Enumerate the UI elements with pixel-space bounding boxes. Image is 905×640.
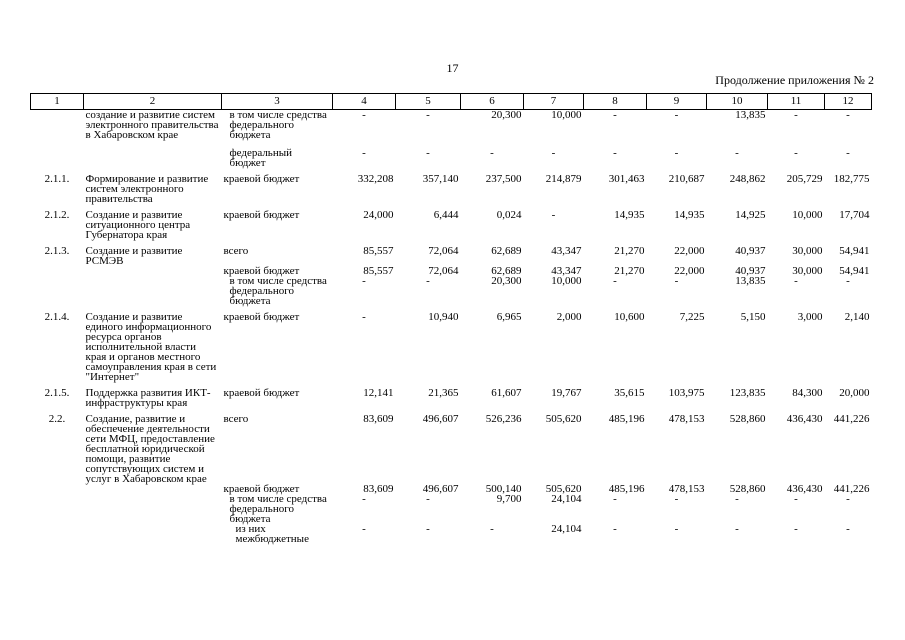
value-cell: 3,000: [797, 311, 823, 323]
table-row: [31, 408, 872, 484]
value-cell: -: [846, 147, 850, 159]
value-cell: -: [674, 275, 679, 287]
value-cell: 30,000: [792, 245, 823, 257]
value-cell: 83,609: [363, 413, 394, 425]
value-cell: 17,704: [839, 209, 870, 221]
value-cell: -: [362, 147, 366, 159]
value-cell: 61,607: [491, 387, 522, 399]
value-cell: 14,925: [735, 209, 766, 221]
value-cell: -: [735, 147, 739, 159]
header-row: [31, 94, 872, 110]
value-cell: 103,975: [668, 387, 705, 399]
value-cell: 21,270: [614, 265, 645, 277]
value-cell: -: [362, 109, 366, 121]
value-cell: 10,000: [551, 109, 582, 121]
table-row: [31, 110, 872, 141]
value-cell: 478,153: [668, 483, 705, 495]
value-cell: 332,208: [357, 173, 394, 185]
value-cell: -: [426, 493, 430, 505]
value-cell: 2,140: [844, 311, 870, 323]
value-cell: -: [426, 109, 430, 121]
row-name: Формирование и развитие систем электронного правительства: [85, 173, 209, 205]
row-name: [84, 524, 222, 544]
value-cell: -: [846, 523, 850, 535]
value-cell: 496,607: [422, 483, 459, 495]
value-cell: -: [490, 147, 494, 159]
value-cell: 214,879: [545, 173, 582, 185]
value-cell: -: [613, 109, 617, 121]
column-header: 3: [222, 94, 333, 110]
value-cell: 496,607: [422, 413, 459, 425]
value-cell: 528,860: [729, 413, 766, 425]
value-cell: 441,226: [833, 413, 870, 425]
value-cell: 7,225: [679, 311, 705, 323]
value-cell: -: [362, 275, 366, 287]
row-name: Создание и развитие ситуационного центра Губернатора края: [85, 209, 191, 241]
value-cell: -: [613, 275, 617, 287]
value-cell: -: [674, 147, 679, 159]
value-cell: -: [362, 523, 366, 535]
table-row: [31, 494, 872, 524]
value-cell: 54,941: [839, 245, 870, 257]
value-cell: 485,196: [608, 483, 645, 495]
row-name: [84, 140, 222, 168]
table-row: [31, 276, 872, 306]
value-cell: 505,620: [545, 413, 582, 425]
value-cell: -: [551, 147, 556, 159]
funding-source: краевой бюджет: [223, 209, 300, 221]
value-cell: 10,000: [792, 209, 823, 221]
value-cell: 301,463: [608, 173, 645, 185]
row-name: [84, 494, 222, 524]
value-cell: 9,700: [496, 493, 522, 505]
value-cell: -: [794, 147, 798, 159]
column-header: 5: [396, 94, 461, 110]
value-cell: 10,600: [614, 311, 645, 323]
funding-source: краевой бюджет: [223, 311, 300, 323]
value-cell: 24,000: [363, 209, 394, 221]
value-cell: -: [426, 523, 430, 535]
value-cell: -: [362, 493, 366, 505]
row-name: Создание и развитие РСМЭВ: [85, 245, 183, 267]
funding-source: краевой бюджет: [223, 265, 300, 277]
funding-source: краевой бюджет: [223, 483, 300, 495]
value-cell: -: [613, 493, 617, 505]
value-cell: -: [735, 493, 739, 505]
budget-table: [30, 93, 872, 544]
value-cell: 43,347: [551, 245, 582, 257]
funding-source: федеральный бюджет: [229, 147, 292, 169]
table-row: [31, 382, 872, 408]
row-number: [31, 266, 84, 276]
value-cell: -: [846, 275, 850, 287]
value-cell: 205,729: [786, 173, 823, 185]
value-cell: 21,365: [428, 387, 459, 399]
value-cell: 357,140: [422, 173, 459, 185]
value-cell: -: [674, 493, 679, 505]
value-cell: -: [674, 523, 679, 535]
value-cell: 528,860: [729, 483, 766, 495]
value-cell: 237,500: [485, 173, 522, 185]
funding-source: в том числе средства федерального бюджета: [229, 275, 327, 307]
value-cell: -: [613, 147, 617, 159]
column-header: 10: [707, 94, 768, 110]
value-cell: 21,270: [614, 245, 645, 257]
row-number: [31, 484, 84, 494]
value-cell: 505,620: [545, 483, 582, 495]
value-cell: 123,835: [729, 387, 766, 399]
row-name: создание и развитие систем электронного правительства в Хабаровском крае: [85, 109, 219, 141]
value-cell: 210,687: [668, 173, 705, 185]
value-cell: 5,150: [740, 311, 766, 323]
value-cell: 436,430: [786, 483, 823, 495]
value-cell: 441,226: [833, 483, 870, 495]
appendix-title: Продолжение приложения № 2: [715, 73, 874, 87]
value-cell: 6,444: [433, 209, 459, 221]
value-cell: -: [794, 523, 798, 535]
row-number: [31, 494, 84, 524]
value-cell: 54,941: [839, 265, 870, 277]
value-cell: 2,000: [556, 311, 582, 323]
value-cell: 500,140: [485, 483, 522, 495]
row-name: Поддержка развития ИКТ-инфраструктуры края: [85, 387, 211, 409]
value-cell: -: [794, 275, 798, 287]
value-cell: 43,347: [551, 265, 582, 277]
value-cell: 20,300: [491, 275, 522, 287]
table-row: [31, 484, 872, 494]
value-cell: 62,689: [491, 265, 522, 277]
funding-source: в том числе средства федерального бюджета: [229, 109, 327, 141]
column-header: 7: [524, 94, 584, 110]
value-cell: 83,609: [363, 483, 394, 495]
row-number: 2.1.2.: [44, 209, 70, 221]
column-header: 4: [333, 94, 396, 110]
value-cell: -: [613, 523, 617, 535]
funding-source: краевой бюджет: [223, 173, 300, 185]
row-number: [31, 276, 84, 306]
column-header: 12: [825, 94, 872, 110]
value-cell: -: [426, 275, 430, 287]
value-cell: 20,300: [491, 109, 522, 121]
row-number: 2.1.3.: [44, 245, 70, 257]
value-cell: 22,000: [674, 245, 705, 257]
value-cell: 24,104: [551, 493, 582, 505]
value-cell: 14,935: [614, 209, 645, 221]
value-cell: -: [794, 493, 798, 505]
column-header: 8: [584, 94, 647, 110]
value-cell: 62,689: [491, 245, 522, 257]
value-cell: 85,557: [363, 265, 394, 277]
value-cell: -: [674, 109, 679, 121]
column-header: 1: [31, 94, 84, 110]
column-header: 6: [461, 94, 524, 110]
value-cell: 10,940: [428, 311, 459, 323]
value-cell: 72,064: [428, 245, 459, 257]
column-header: 9: [647, 94, 707, 110]
column-header: 11: [768, 94, 825, 110]
value-cell: 436,430: [786, 413, 823, 425]
value-cell: -: [551, 209, 556, 221]
value-cell: 12,141: [363, 387, 394, 399]
row-number: [31, 140, 84, 168]
table-row: [31, 524, 872, 544]
value-cell: 526,236: [485, 413, 522, 425]
row-number: 2.1.4.: [44, 311, 70, 323]
value-cell: -: [846, 109, 850, 121]
row-name: Создание, развитие и обеспечение деятельности сети МФЦ, предоставление бесплатной юридической помощи, развитие сопутствующих систем и услуг в Хабаровском крае: [85, 413, 215, 485]
column-header: 2: [84, 94, 222, 110]
value-cell: -: [846, 493, 850, 505]
value-cell: 10,000: [551, 275, 582, 287]
value-cell: 40,937: [735, 265, 766, 277]
row-number: [31, 110, 84, 141]
value-cell: 22,000: [674, 265, 705, 277]
funding-source: в том числе средства федерального бюджета: [229, 493, 327, 525]
page-number: 17: [446, 61, 459, 75]
value-cell: 0,024: [496, 209, 522, 221]
value-cell: 35,615: [614, 387, 645, 399]
value-cell: 478,153: [668, 413, 705, 425]
value-cell: 19,767: [551, 387, 582, 399]
row-number: 2.1.5.: [44, 387, 70, 399]
value-cell: 182,775: [833, 173, 870, 185]
table-row: [31, 140, 872, 168]
funding-source: краевой бюджет: [223, 387, 300, 399]
row-number: [31, 524, 84, 544]
funding-source: всего: [223, 245, 249, 257]
value-cell: -: [490, 523, 494, 535]
value-cell: 85,557: [363, 245, 394, 257]
value-cell: 24,104: [551, 523, 582, 535]
row-name: Создание и развитие единого информационного ресурса органов исполнительной власти края и органов местного самоуправления края в сети "Интернет": [85, 311, 217, 383]
value-cell: 14,935: [674, 209, 705, 221]
value-cell: 84,300: [792, 387, 823, 399]
value-cell: 485,196: [608, 413, 645, 425]
value-cell: -: [362, 311, 366, 323]
value-cell: 13,835: [735, 109, 766, 121]
row-name: [84, 276, 222, 306]
value-cell: 72,064: [428, 265, 459, 277]
row-number: 2.2.: [48, 413, 66, 425]
value-cell: 6,965: [496, 311, 522, 323]
value-cell: 20,000: [839, 387, 870, 399]
table-row: [31, 306, 872, 382]
value-cell: -: [794, 109, 798, 121]
value-cell: -: [735, 523, 739, 535]
value-cell: -: [426, 147, 430, 159]
funding-source: всего: [223, 413, 249, 425]
value-cell: 40,937: [735, 245, 766, 257]
table-row: [31, 240, 872, 266]
table-row: [31, 168, 872, 204]
value-cell: 30,000: [792, 265, 823, 277]
value-cell: 248,862: [729, 173, 766, 185]
funding-source: из них межбюджетные: [235, 523, 309, 545]
row-number: 2.1.1.: [44, 173, 70, 185]
row-name: [84, 266, 222, 276]
table-row: [31, 204, 872, 240]
row-name: [84, 484, 222, 494]
value-cell: 13,835: [735, 275, 766, 287]
